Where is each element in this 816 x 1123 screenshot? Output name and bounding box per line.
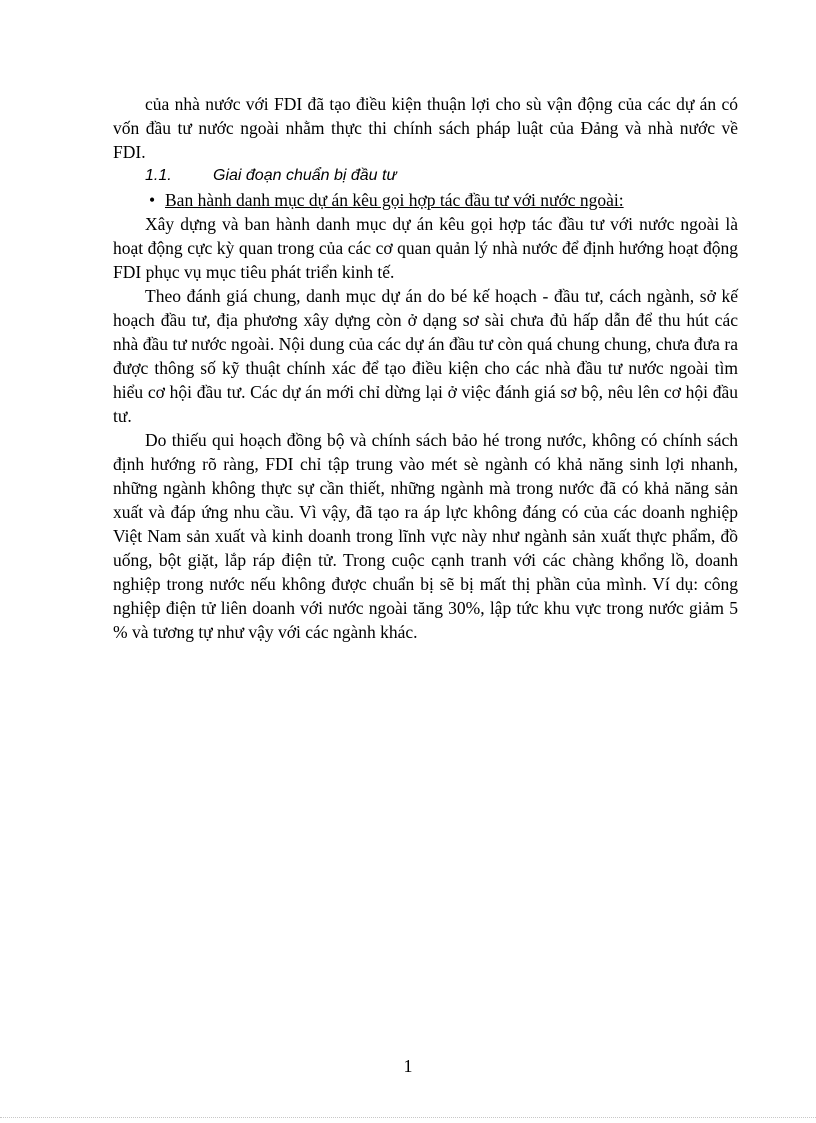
bullet-icon: • (149, 190, 156, 210)
section-number: 1.1. (145, 167, 172, 184)
bullet-item (113, 188, 738, 212)
bullet-text: Ban hành danh mục dự án kêu gọi hợp tác đầu tư với nước ngoài: (165, 190, 624, 210)
body-paragraph-1: Xây dựng và ban hành danh mục dự án kêu gọi hợp tác đầu tư với nước ngoài là hoạt động cực kỳ quan trong của các cơ quan quản lý nhà nước để định hướng hoạt động FDI phục vụ mục tiêu phát triển kinh tế. (113, 214, 738, 282)
page-bottom-divider (0, 1117, 816, 1118)
body-paragraph-2: Theo đánh giá chung, danh mục dự án do bé kế hoạch - đầu tư, cách ngành, sở kế hoạch đầu tư, địa phương xây dựng còn ở dạng sơ sài chưa đủ hấp dẫn để thu hút các nhà đầu tư nước ngoài. Nội dung của các dự án đầu tư còn quá chung chung, chưa đưa ra được thông số kỹ thuật chính xác để tạo điều kiện cho các nhà đầu tư nước ngoài tìm hiểu cơ hội đầu tư. Các dự án mới chỉ dừng lại ở việc đánh giá sơ bộ, nêu lên cơ hội đầu tư. (113, 286, 738, 426)
page-number: 1 (403, 1056, 413, 1076)
section-title: Giai đoạn chuẩn bị đầu tư (213, 167, 397, 184)
page-body (113, 92, 738, 644)
body-paragraph-3: Do thiếu qui hoạch đồng bộ và chính sách bảo hé trong nước, không có chính sách định hướng rõ ràng, FDI chỉ tập trung vào mét sè ngành có khả năng sinh lợi nhanh, những ngành không thực sự cần thiết, những ngành mà trong nước đã có khả năng sản xuất và đáp ứng nhu cầu. Vì vậy, đã tạo ra áp lực không đáng có của các doanh nghiệp Việt Nam sản xuất và kinh doanh trong lĩnh vực này như ngành sản xuất thực phẩm, đồ uống, bột giặt, lắp ráp điện tử. Trong cuộc cạnh tranh với các chàng khổng lồ, doanh nghiệp trong nước nếu không được chuẩn bị sẽ bị mất thị phần của mình. Ví dụ: công nghiệp điện tử liên doanh với nước ngoài tăng 30%, lập tức khu vực trong nước giảm 5 % và tương tự như vậy với các ngành khác. (113, 430, 738, 642)
intro-paragraph: của nhà nước với FDI đã tạo điều kiện thuận lợi cho sù vận động của các dự án có vốn đầu tư nước ngoài nhằm thực thi chính sách pháp luật của Đảng và nhà nước về FDI. (113, 94, 738, 162)
section-heading (113, 164, 738, 188)
